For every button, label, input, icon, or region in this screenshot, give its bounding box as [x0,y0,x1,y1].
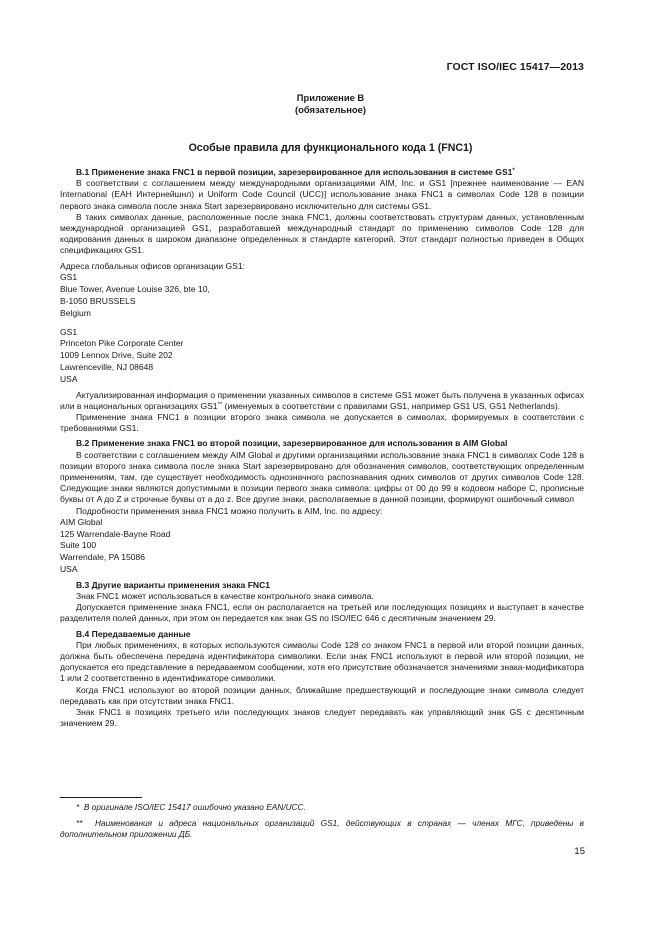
b1-paragraph-2: В таких символах данные, расположенные после знака FNC1, должны соответствовать структурам данных, установленным международной организацией GS1, разработавшей международный стандарт по применению символов Code 128 для кодирования данных в широком диапазоне определенных в стандарте категорий. Этот стандарт полностью приведен в Общих спецификациях GS1. [60,211,584,256]
section-b4-heading: В.4 Передаваемые данные [76,628,191,639]
address-line: Blue Tower, Avenue Louise 326, bte 10, [60,284,210,295]
address-line: Belgium [60,307,91,318]
b2-paragraph-1: В соответствии с соглашением между AIM Global и другими организациями использование знака FNC1 в символах Code 128 в позиции второго знака символа после знака Start зарезервировано для обозначения символов, соответствующих определенным применениям, там, где существует необходимость однозначного распознавания одних символов от других символов Code 128. Следующие знаки являются допустимыми в позиции первого знака символа: цифры от 00 до 99 в кодовом наборе С, прописные буквы от A до Z и строчные буквы от a до z. Все другие знаки, располагаемые в данной позиции, формируют ошибочный символ [60,449,584,505]
footnote-divider [60,797,142,798]
b1-paragraph-4: Применение знака FNC1 в позиции второго знака символа не допускается в символах, формируемых в соответствии с требованиями GS1. [60,412,584,434]
address-line: AIM Global [60,516,103,527]
address-line: Suite 100 [60,540,97,551]
section-b3-heading: В.3 Другие варианты применения знака FNC1 [76,579,271,590]
address-line: USA [60,373,78,384]
address-line: B-1050 BRUSSELS [60,296,136,307]
address-line: USA [60,564,78,575]
b4-paragraph-1: При любых применениях, в которых используются символы Code 128 со знаком FNC1 в первой или второй позиции данных, должна быть обеспечена передача идентификатора символики. Если знак FNC1 используют в первой или второй позиции, не допускается его представление в передаваемом сообщении, хотя его присутствие обозначается значениями знака-модификатора 1 или 2 соответственно в идентификаторе символики. [60,639,584,684]
b2-paragraph-2: Подробности применения знака FNC1 можно получить в AIM, Inc. по адресу: [76,505,383,516]
footnote-2: ** Наименования и адреса национальных организаций GS1, действующих в странах — членах МГС, приведены в дополнительном приложении ДБ. [60,818,584,840]
address-line: 125 Warrendale-Bayne Road [60,528,171,539]
address-line: Princeton Pike Corporate Center [60,338,184,349]
footnote-ref-1: * [512,168,515,174]
main-title: Особые правила для функционального кода 1 (FNC1) [188,142,473,154]
address-line: GS1 [60,326,78,337]
address-line: 1009 Lennox Drive, Suite 202 [60,350,173,361]
b1-paragraph-1: В соответствии с соглашением между международными организациями AIM, Inc. и GS1 [прежнее наименование — EAN International (EAH Интернейшнл) и Uniform Code Council (UCC)] использование знака FNC1 в символах Code 128 в позиции первого знака символа после знака Start зарезервировано исключительно для системы GS1. [60,178,584,211]
standard-designation: ГОСТ ISO/IEC 15417—2013 [446,61,584,73]
section-b1-heading: В.1 Применение знака FNC1 в первой позиции, зарезервированное для использования в системе GS1* [76,167,515,177]
footnote-ref-2: ** [217,401,223,408]
address-line: Warrendale, PA 15086 [60,552,146,563]
annex-title: Приложение В [296,92,365,103]
address-line: Lawrenceville, NJ 08648 [60,362,154,372]
address-intro: Адреса глобальных офисов организации GS1: [60,260,246,271]
section-b2-heading: В.2 Применение знака FNC1 во второй позиции, зарезервированное для использования в AIM Global [76,438,508,449]
page-number: 15 [574,846,585,857]
b3-paragraph-1: Знак FNC1 может использоваться в качестве контрольного знака символа. [76,591,374,602]
b3-paragraph-2: Допускается применение знака FNC1, если он располагается на третьей или последующих позициях и выступает в качестве разделителя полей данных, при этом он передается как знак GS по ISO/IEC 646 с десятичным значением 29. [60,602,584,624]
b4-paragraph-3: Знак FNC1 в позициях третьего или последующих знаков следует передавать как управляющий знак GS с десятичным значением 29. [60,707,584,729]
b4-paragraph-2: Когда FNC1 используют во второй позиции данных, ближайшие предшествующий и последующие знаки символа следует передавать как при отсутствии знака FNC1. [60,684,584,706]
annex-body [60,167,584,729]
b1-paragraph-3: Актуализированная информация о применении указанных символов в системе GS1 может быть получена в указанных офисах или в национальных организациях GS1** (именуемых в соответствии с правилами GS1, например GS1 US, GS1 Netherlands). [60,389,584,411]
footnote-1: * В оригинале ISO/IEC 15417 ошибочно указано EAN/UCC. [76,802,306,812]
address-line: GS1 [60,272,78,283]
annex-status: (обязательное) [295,104,366,115]
